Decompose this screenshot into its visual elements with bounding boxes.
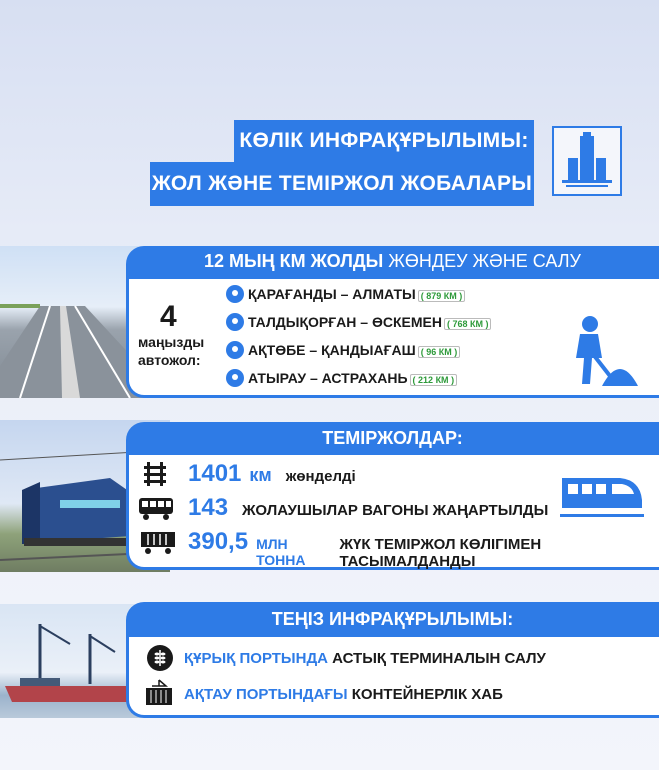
sea-row-container: АҚТАУ ПОРТЫНДАҒЫ КОНТЕЙНЕРЛІК ХАБ — [184, 686, 503, 703]
roads-heading: 12 МЫҢ КМ ЖОЛДЫ ЖӨНДЕУ ЖӘНЕ САЛУ — [126, 246, 659, 276]
sea-panel — [126, 634, 659, 718]
location-pin-icon — [226, 369, 244, 387]
train-icon — [560, 470, 644, 525]
road-item: АҚТӨБЕ – ҚАНДЫАҒАШ ( 96 КМ ) — [248, 342, 460, 358]
government-building-icon — [552, 126, 622, 196]
rail-track-icon — [142, 462, 168, 491]
freight-car-icon — [140, 530, 176, 559]
road-item: ТАЛДЫҚОРҒАН – ӨСКЕМЕН ( 768 КМ ) — [248, 314, 491, 330]
location-pin-icon — [226, 313, 244, 331]
railways-heading: ТЕМІРЖОЛДАР: — [126, 422, 659, 454]
grain-icon — [146, 644, 174, 677]
sea-row-grain: ҚҰРЫҚ ПОРТЫНДА АСТЫҚ ТЕРМИНАЛЫН САЛУ — [184, 650, 546, 667]
road-item: АТЫРАУ – АСТРАХАНЬ ( 212 КМ ) — [248, 370, 457, 386]
road-count: 4 — [160, 300, 177, 333]
title-line-2: ЖОЛ ЖӘНЕ ТЕМІРЖОЛ ЖОБАЛАРЫ — [150, 162, 534, 206]
road-count-label-1: маңызды — [138, 334, 205, 350]
sea-heading: ТЕҢІЗ ИНФРАҚҰРЫЛЫМЫ: — [126, 602, 659, 636]
road-worker-icon — [562, 314, 638, 391]
title-line-1: КӨЛІК ИНФРАҚҰРЫЛЫМЫ: — [234, 120, 534, 162]
rail-row-freight: 390,5 МЛН ТОННА ЖҮК ТЕМІРЖОЛ КӨЛІГІМЕН ТАСЫМАЛДАНДЫ — [188, 528, 542, 570]
road-item: ҚАРАҒАНДЫ – АЛМАТЫ ( 879 КМ ) — [248, 286, 465, 302]
rail-row-passenger: 143 ЖОЛАУШЫЛАР ВАГОНЫ ЖАҢАРТЫЛДЫ — [188, 494, 549, 521]
container-icon — [144, 678, 174, 713]
location-pin-icon — [226, 341, 244, 359]
road-count-label-2: автожол: — [138, 352, 201, 368]
passenger-car-icon — [138, 496, 174, 525]
rail-row-repaired: 1401 км жөнделді — [188, 460, 356, 487]
location-pin-icon — [226, 285, 244, 303]
